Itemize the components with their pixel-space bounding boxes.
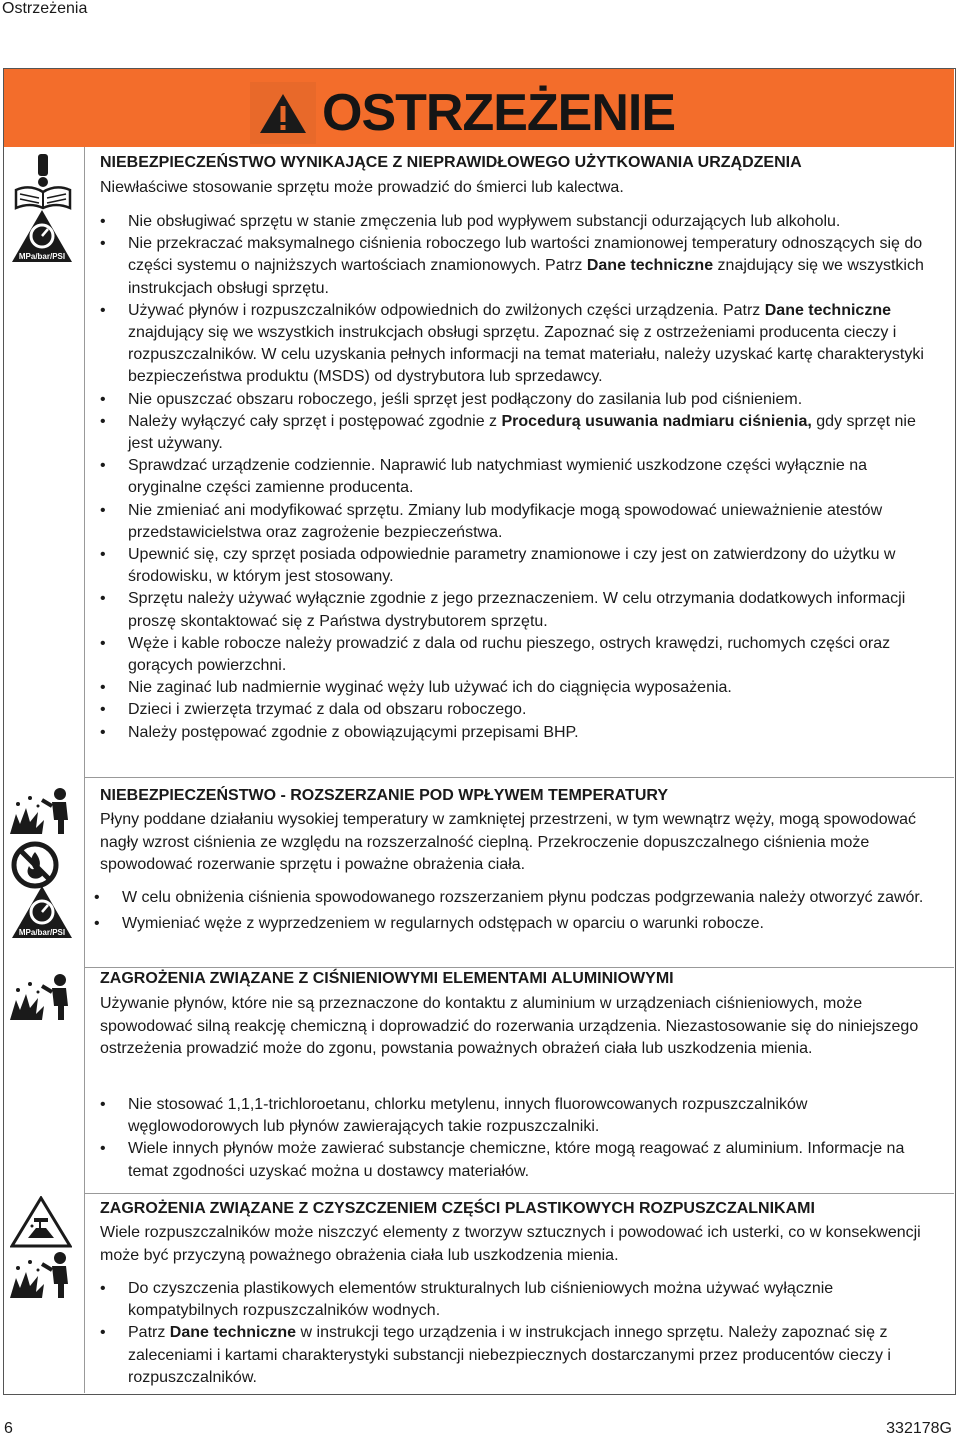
list-item: • Dzieci i zwierzęta trzymać z dala od obszaru roboczego.: [100, 699, 940, 721]
icon-column-divider: [84, 147, 85, 777]
page-number: 6: [4, 1420, 13, 1437]
section-title: ZAGROŻENIA ZWIĄZANE Z CZYSZCZENIEM CZĘŚCI PLASTIKOWYCH ROZPUSZCZALNIKAMI: [100, 1200, 815, 1217]
banner-heading: OSTRZEŻENIE: [322, 84, 676, 142]
document-number: 332178G: [886, 1420, 952, 1437]
explosion-injury-icon: [8, 784, 74, 841]
section-divider: [84, 777, 954, 778]
list-item: • Sprawdzać urządzenie codziennie. Naprawić lub natychmiast wymienić uszkodzone części wyłącznie na oryginalne części zamienne producenta.: [100, 455, 940, 499]
icon-column-divider: [84, 1193, 85, 1393]
explosion-injury-icon: [8, 970, 74, 1027]
section-intro: Płyny poddane działaniu wysokiej temperatury w zamkniętej przestrzeni, w tym wewnątrz węży, mogą spowodować nagły wzrost ciśnienia ze względu na rozszerzalność cieplną. Przekroczenie dopuszczalnego ciśnienia może spowodować rozerwanie sprzętu i poważne obrażenia ciała.: [100, 811, 917, 873]
svg-text:MPa/bar/PSI: MPa/bar/PSI: [18, 928, 66, 937]
section-intro: Niewłaściwe stosowanie sprzętu może prowadzić do śmierci lub kalectwa.: [100, 179, 624, 196]
list-item: • Upewnić się, czy sprzęt posiada odpowiednie parametry znamionowe i czy jest on zatwierdzony do użytku w środowisku, w którym jest stosowany.: [100, 544, 940, 588]
svg-text:MPa/bar/PSI: MPa/bar/PSI: [18, 252, 66, 261]
list-item: • Nie obsługiwać sprzętu w stanie zmęczenia lub pod wypływem substancji odurzających lub alkoholu.: [100, 211, 940, 233]
bullet-list: [94, 887, 934, 935]
section-title: NIEBEZPIECZEŃSTWO - ROZSZERZANIE POD WPŁYWEM TEMPERATURY: [100, 787, 668, 804]
chemical-hazard-icon: [10, 1196, 72, 1253]
list-item: • Patrz Dane techniczne w instrukcji tego urządzenia i w instrukcjach innego sprzętu. Należy zapoznać się z zaleceniami i kartami charakterystyki substancji niebezpiecznych dostarczanymi przez producentów cieczy i rozpuszczalników.: [100, 1322, 940, 1389]
read-manual-icon: [12, 152, 74, 215]
list-item: • Wiele innych płynów może zawierać substancje chemiczne, które mogą reagować z aluminium. Informacje na temat zgodności uzyskać można u dostawcy materiałów.: [100, 1138, 940, 1182]
pressure-gauge-icon: [10, 208, 74, 269]
list-item: • Nie stosować 1,1,1-trichloroetanu, chlorku metylenu, innych fluorowcowanych rozpuszczalników węglowodorowych lub płynów zawierających takie rozpuszczalniki.: [100, 1094, 940, 1138]
bullet-list: [100, 1278, 940, 1389]
list-item: • Należy postępować zgodnie z obowiązującymi przepisami BHP.: [100, 722, 940, 744]
section-intro: Wiele rozpuszczalników może niszczyć elementy z tworzyw sztucznych i powodować ich usterki, co w konsekwencji może być przyczyną poważnego obrażenia ciała lub uszkodzenia mienia.: [100, 1224, 921, 1264]
list-item: • Sprzętu należy używać wyłącznie zgodnie z jego przeznaczeniem. W celu otrzymania dodatkowych informacji proszę skontaktować się z Państwa dystrybutorem sprzętu.: [100, 588, 940, 632]
icon-column-divider: [84, 967, 85, 1193]
banner-title: [250, 82, 675, 144]
warning-triangle-icon: [250, 82, 316, 144]
bullet-list: [100, 211, 940, 744]
explosion-injury-icon: [8, 1248, 74, 1305]
bullet-list: [100, 1094, 940, 1183]
list-item: • Nie przekraczać maksymalnego ciśnienia roboczego lub wartości znamionowej temperatury odnoszących się do części systemu o najniższych wartościach znamionowych. Patrz Dane techniczne znajdujący się we wszystkich instrukcjach obsługi sprzętu.: [100, 233, 940, 300]
section-title: ZAGROŻENIA ZWIĄZANE Z CIŚNIENIOWYMI ELEMENTAMI ALUMINIOWYMI: [100, 970, 674, 987]
section-divider: [84, 967, 954, 968]
list-item: • Nie zmieniać ani modyfikować sprzętu. Zmiany lub modyfikacje mogą spowodować unieważnienie atestów przedstawicielstwa oraz zagrożenie bezpieczeństwa.: [100, 500, 940, 544]
list-item: • Do czyszczenia plastikowych elementów strukturalnych lub ciśnieniowych można używać wyłącznie kompatybilnych rozpuszczalników wodnych.: [100, 1278, 940, 1322]
section-title: NIEBEZPIECZEŃSTWO WYNIKAJĄCE Z NIEPRAWIDŁOWEGO UŻYTKOWANIA URZĄDZENIA: [100, 154, 802, 171]
pressure-gauge-icon: [10, 884, 74, 945]
section-divider: [84, 1193, 954, 1194]
list-item: • Używać płynów i rozpuszczalników odpowiednich do zwilżonych części urządzenia. Patrz Dane techniczne znajdujący się we wszystkich instrukcjach obsługi sprzętu. Zapoznać się z ostrzeżeniami producenta cieczy i rozpuszczalników. W celu uzyskania pełnych informacji na temat materiału, należy uzyskać kartę charakterystyki bezpieczeństwa produktu (MSDS) od dystrybutora lub sprzedawcy.: [100, 300, 940, 389]
list-item: • Nie opuszczać obszaru roboczego, jeśli sprzęt jest podłączony do zasilania lub pod ciśnieniem.: [100, 389, 940, 411]
list-item: • Należy wyłączyć cały sprzęt i postępować zgodnie z Procedurą usuwania nadmiaru ciśnienia, gdy sprzęt nie jest używany.: [100, 411, 940, 455]
list-item: • Wymieniać węże z wyprzedzeniem w regularnych odstępach w oparciu o warunki robocze.: [94, 913, 934, 935]
page-section-label: Ostrzeżenia: [2, 0, 88, 17]
icon-column-divider: [84, 777, 85, 967]
section-intro: Używanie płynów, które nie są przeznaczone do kontaktu z aluminium w urządzeniach ciśnieniowych, może spowodować silną reakcję chemiczną i doprowadzić do rozerwania urządzenia. Niezastosowanie się do niniejszego ostrzeżenia prowadzić może do zgonu, powstania poważnych obrażeń ciała lub uszkodzenia mienia.: [100, 995, 919, 1057]
list-item: • Nie zaginać lub nadmiernie wyginać węży lub używać ich do ciągnięcia wyposażenia.: [100, 677, 940, 699]
list-item: • Węże i kable robocze należy prowadzić z dala od ruchu pieszego, ostrych krawędzi, ruchomych części oraz gorących powierzchni.: [100, 633, 940, 677]
list-item: • W celu obniżenia ciśnienia spowodowanego rozszerzaniem płynu podczas podgrzewania należy otworzyć zawór.: [94, 887, 934, 909]
